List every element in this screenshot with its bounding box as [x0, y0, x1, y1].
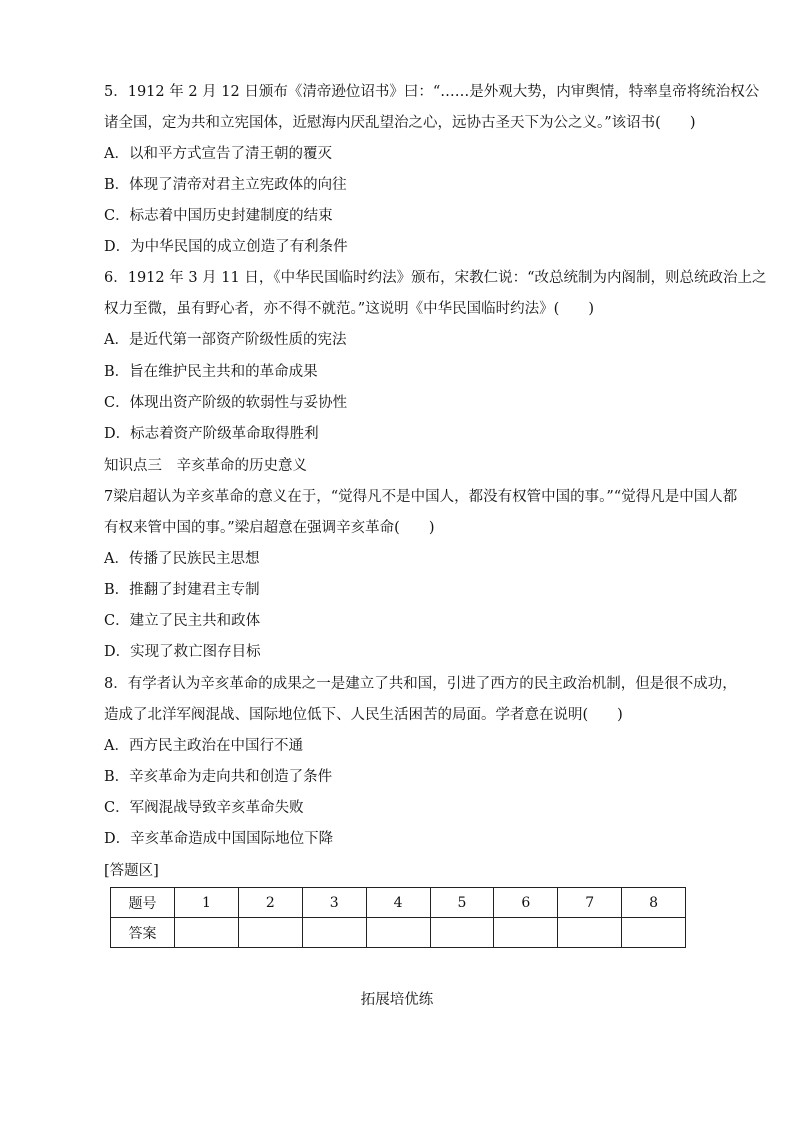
answer-cell[interactable] — [175, 918, 239, 948]
q5-stem-line1: 5．1912 年 2 月 12 日颁布《清帝逊位诏书》曰：“……是外观大势，内审舆情，特率皇帝将统治权公 — [104, 84, 760, 100]
q8-option-a: A．西方民主政治在中国行不通 — [104, 738, 303, 754]
q7-option-a: A．传播了民族民主思想 — [104, 551, 260, 567]
q8-option-c: C．军阀混战导致辛亥革命失败 — [104, 800, 304, 816]
answer-cell[interactable] — [622, 918, 686, 948]
question-number-cell: 7 — [558, 888, 622, 918]
question-number-cell: 6 — [494, 888, 558, 918]
q5-option-b: B．体现了清帝对君主立宪政体的向往 — [104, 177, 347, 193]
question-number-cell: 2 — [238, 888, 302, 918]
question-number-header: 题号 — [111, 888, 175, 918]
q6-option-b: B．旨在维护民主共和的革命成果 — [104, 364, 318, 380]
q6-option-c: C．体现出资产阶级的软弱性与妥协性 — [104, 395, 348, 411]
answer-cell[interactable] — [494, 918, 558, 948]
q5-option-a: A．以和平方式宣告了清王朝的覆灭 — [104, 146, 332, 162]
answer-cell[interactable] — [366, 918, 430, 948]
q8-option-b: B．辛亥革命为走向共和创造了条件 — [104, 769, 333, 785]
answer-cell[interactable] — [302, 918, 366, 948]
question-number-cell: 8 — [622, 888, 686, 918]
answer-cell[interactable] — [238, 918, 302, 948]
q8-option-d: D．辛亥革命造成中国国际地位下降 — [104, 831, 334, 847]
q7-stem-line2: 有权来管中国的事。”梁启超意在强调辛亥革命( ) — [104, 520, 435, 536]
answer-table — [110, 887, 686, 948]
extension-section-title: 拓展培优练 — [360, 992, 434, 1008]
question-number-cell: 4 — [366, 888, 430, 918]
answer-cell[interactable] — [558, 918, 622, 948]
q8-stem-line2: 造成了北洋军阀混战、国际地位低下、人民生活困苦的局面。学者意在说明( ) — [104, 707, 623, 723]
answer-cell[interactable] — [430, 918, 494, 948]
q7-option-c: C．建立了民主共和政体 — [104, 613, 261, 629]
q8-stem-line1: 8．有学者认为辛亥革命的成果之一是建立了共和国，引进了西方的民主政治机制，但是很不成功， — [104, 676, 737, 692]
section-title: 知识点三 辛亥革命的历史意义 — [104, 458, 307, 474]
q6-option-d: D．标志着资产阶级革命取得胜利 — [104, 426, 319, 442]
question-number-cell: 3 — [302, 888, 366, 918]
answer-area-label: [答题区] — [104, 863, 159, 879]
answer-table-answer-row — [111, 918, 686, 948]
q6-option-a: A．是近代第一部资产阶级性质的宪法 — [104, 332, 347, 348]
question-number-cell: 5 — [430, 888, 494, 918]
question-number-cell: 1 — [175, 888, 239, 918]
q7-option-b: B．推翻了封建君主专制 — [104, 582, 260, 598]
answer-table-header-row — [111, 888, 686, 918]
q6-stem-line2: 权力至微，虽有野心者，亦不得不就范。”这说明《中华民国临时约法》( ) — [104, 301, 594, 317]
q5-stem-line2: 诸全国，定为共和立宪国体，近慰海内厌乱望治之心，远协古圣天下为公之义。”该诏书( ) — [104, 115, 696, 131]
q7-stem-line1: 7梁启超认为辛亥革命的意义在于，“觉得凡不是中国人，都没有权管中国的事。”“觉得凡是中国人都 — [104, 489, 738, 505]
q7-option-d: D．实现了救亡图存目标 — [104, 644, 261, 660]
answer-header: 答案 — [111, 918, 175, 948]
q6-stem-line1: 6．1912 年 3 月 11 日，《中华民国临时约法》颁布，宋教仁说：“改总统制为内阁制，则总统政治上之 — [104, 270, 767, 286]
q5-option-c: C．标志着中国历史封建制度的结束 — [104, 208, 333, 224]
q5-option-d: D．为中华民国的成立创造了有利条件 — [104, 239, 348, 255]
